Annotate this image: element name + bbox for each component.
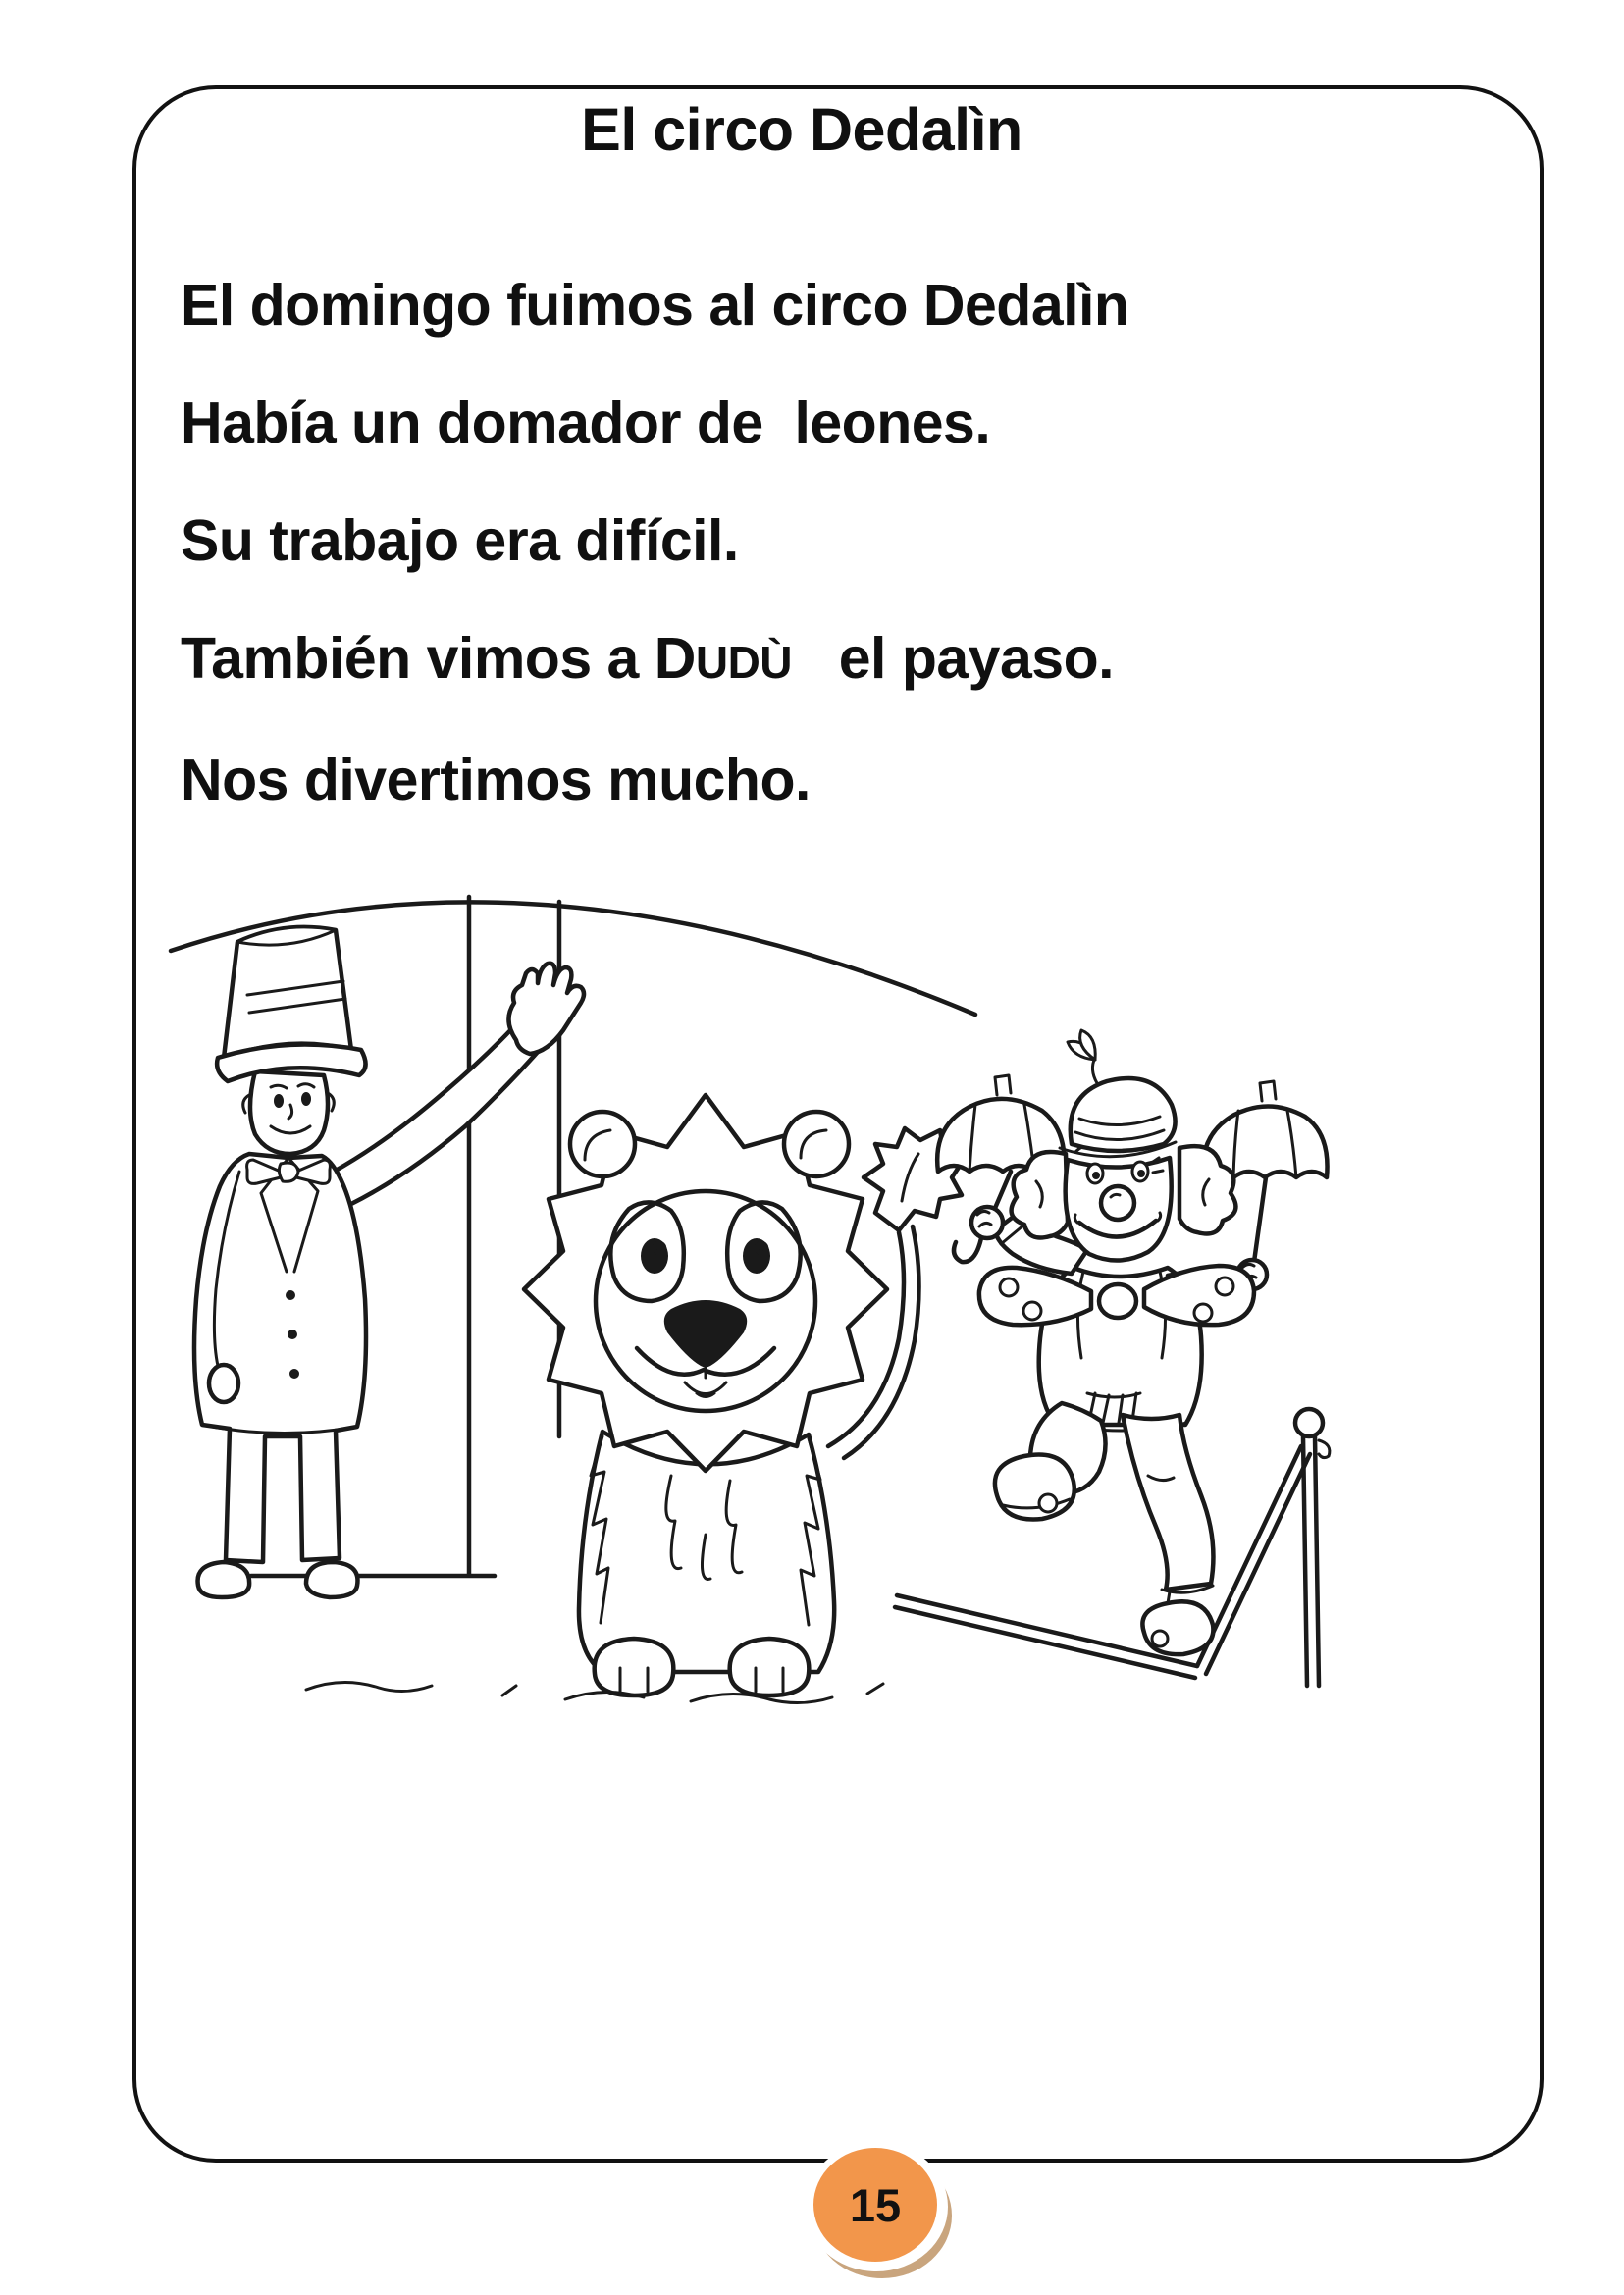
ringmaster-figure (194, 927, 584, 1597)
text-line-2: Había un domador de leones. (181, 391, 991, 455)
lion-figure (524, 1095, 964, 1695)
clown-figure (937, 1030, 1327, 1654)
page-title: El circo Dedalìn (581, 96, 1022, 163)
circus-scene-drawing (141, 848, 1535, 1711)
reading-text (181, 246, 1476, 839)
text-line-3: Su trabajo era difícil. (181, 508, 739, 573)
text-line-4-suffix: el payaso. (792, 626, 1115, 691)
page-frame (132, 85, 1544, 2163)
text-line-4 (181, 600, 1476, 721)
clown-name: DUDÙ (654, 626, 793, 691)
page-number: 15 (813, 2148, 937, 2262)
tightrope (895, 1446, 1310, 1678)
page-number-badge (805, 2142, 948, 2271)
text-line-5: Nos divertimos mucho. (181, 748, 811, 812)
text-line-4-prefix: También vimos a (181, 626, 655, 691)
text-line-1: El domingo fuimos al circo Dedalìn (181, 273, 1129, 338)
circus-illustration (141, 848, 1535, 1711)
